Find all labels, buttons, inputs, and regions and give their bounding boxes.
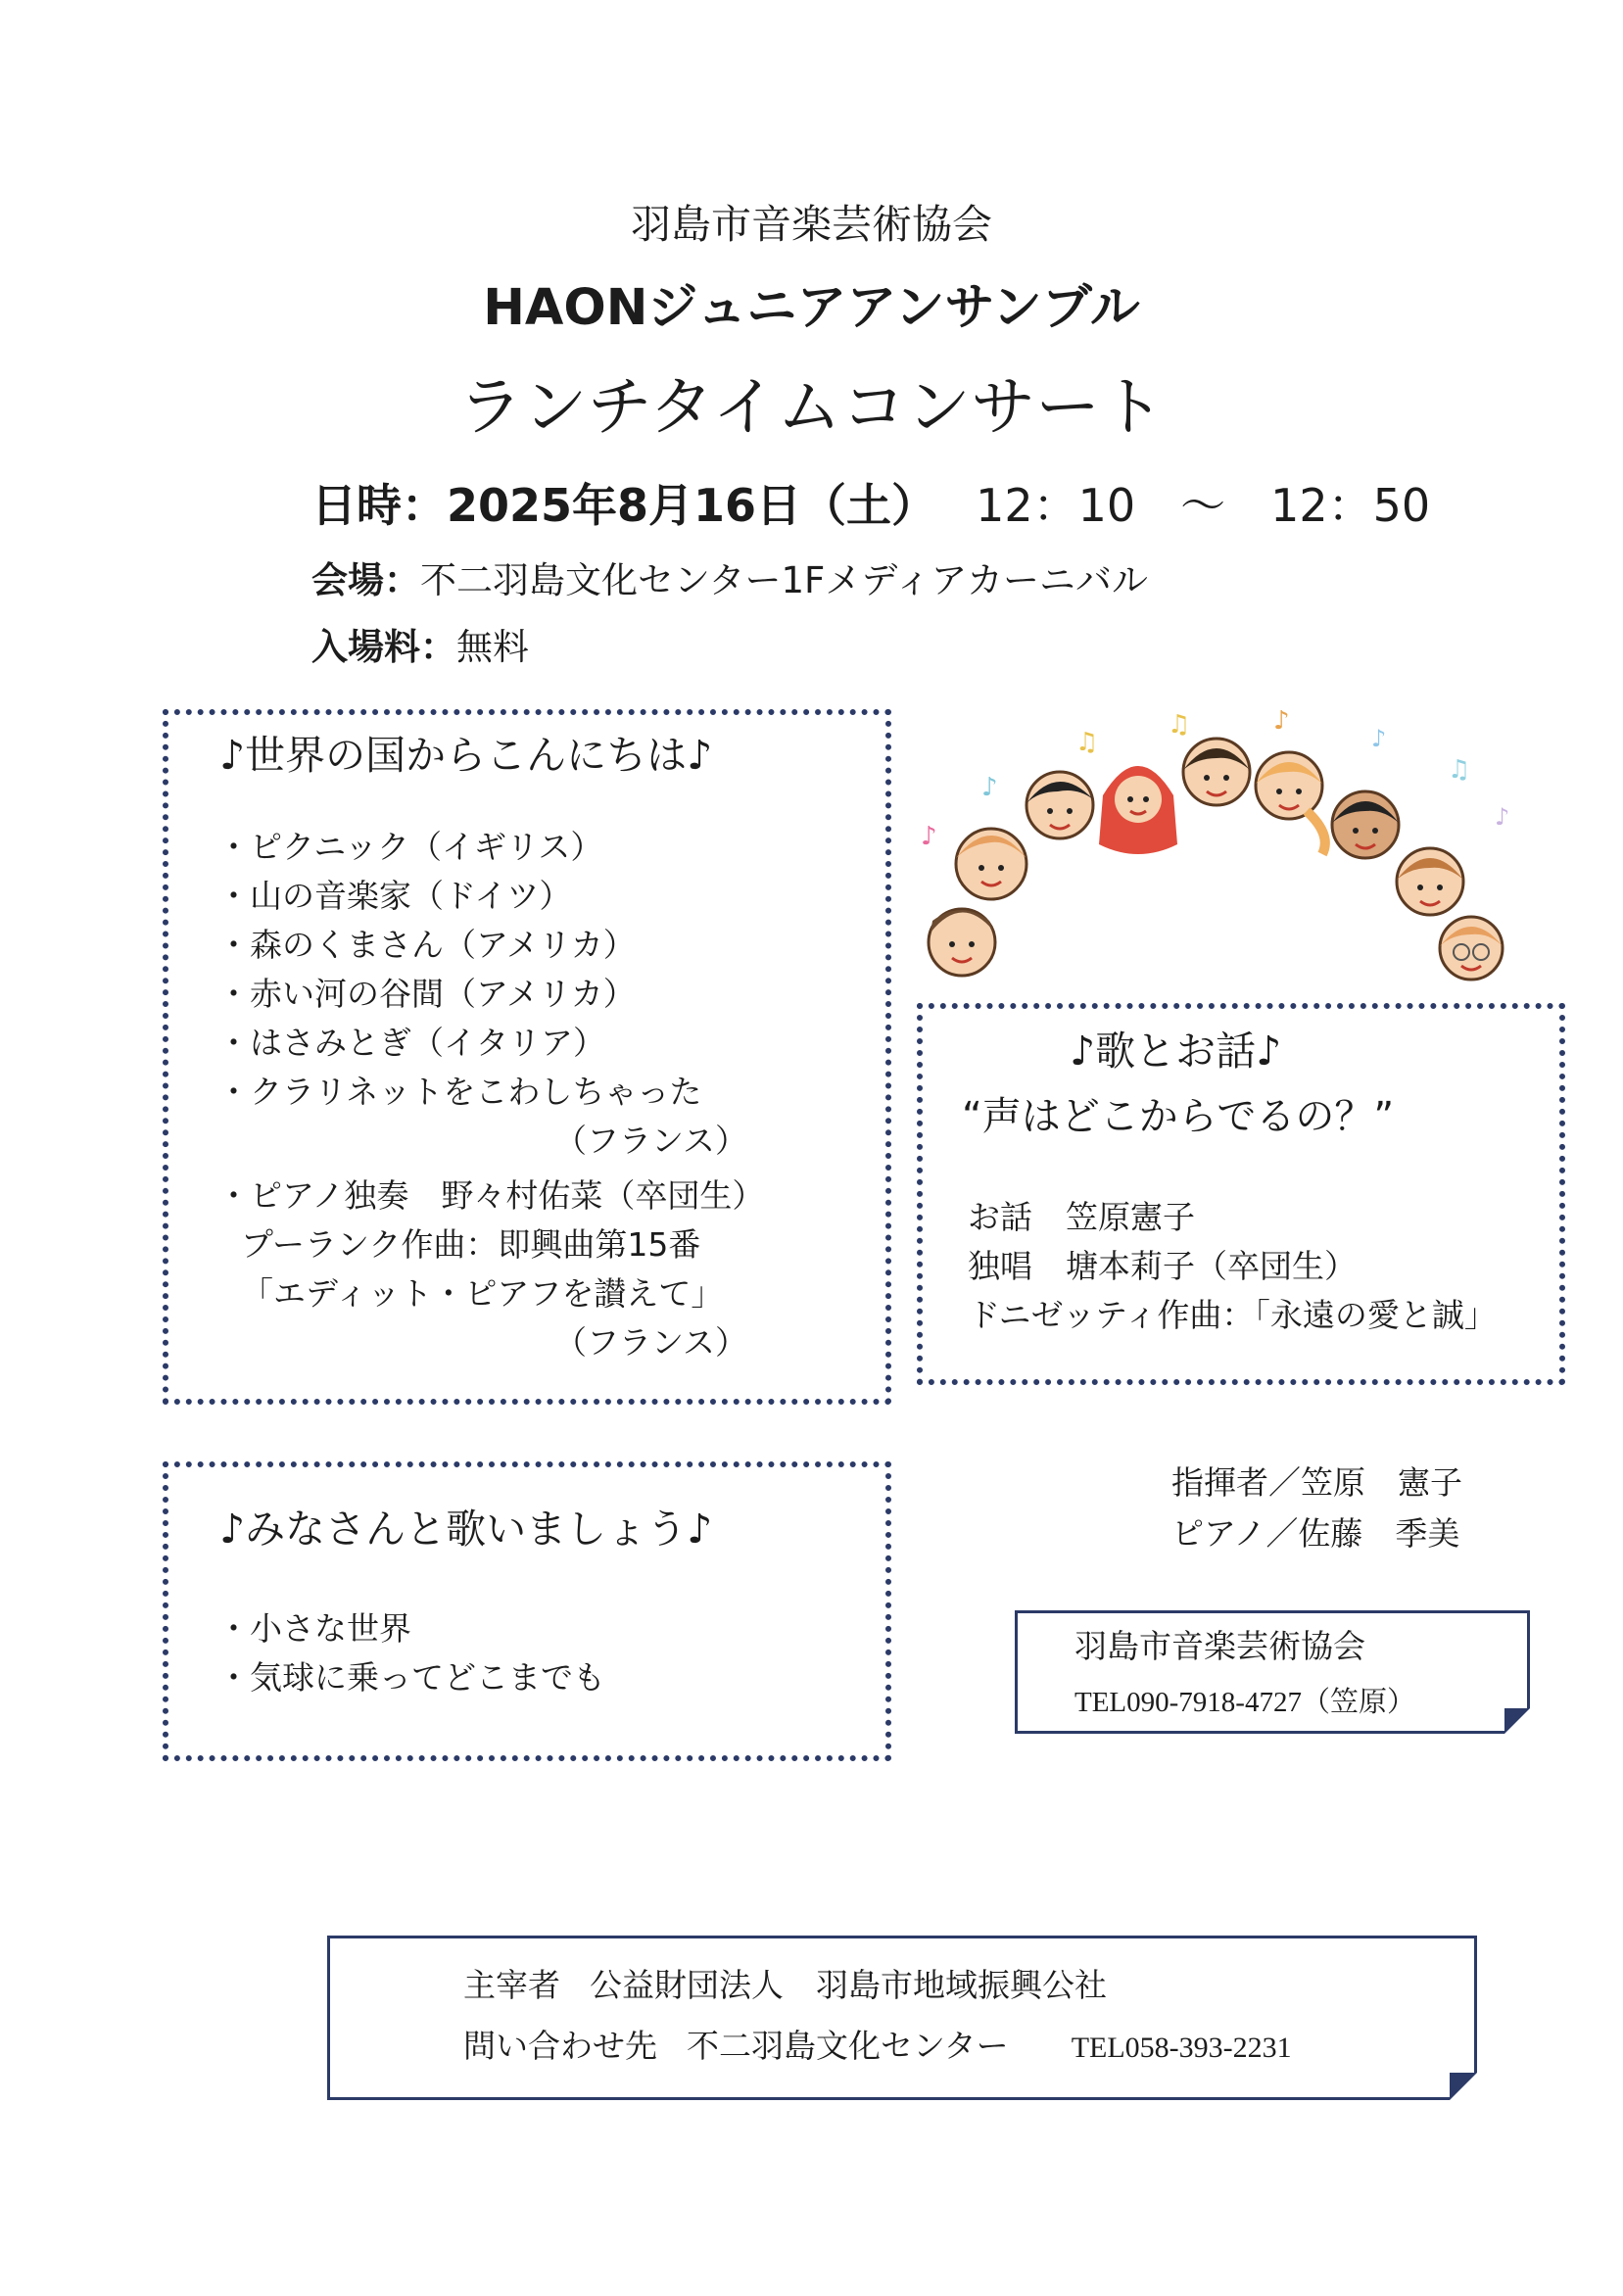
talk-question: “声はどこからでるの？”	[962, 1094, 1395, 1139]
time-value: 12：10 ～ 12：50	[976, 479, 1431, 532]
folded-corner-icon	[1450, 2073, 1477, 2100]
music-note-icon	[1168, 710, 1190, 740]
date-value: 2025年8月16日（土）	[447, 479, 937, 532]
talk-program-box	[917, 1003, 1565, 1385]
music-note-icon	[921, 822, 937, 851]
svg-text:♪: ♪	[921, 822, 937, 851]
list-item: ・はさみとぎ（イタリア）	[217, 1024, 605, 1062]
fee-label: 入場料：	[311, 626, 456, 668]
conductor-credit: 指揮者／笠原 憲子	[1171, 1463, 1462, 1502]
folded-corner-icon	[1504, 1708, 1530, 1734]
fee-line	[311, 617, 529, 670]
contact-box	[1015, 1610, 1530, 1734]
talk-line	[968, 1193, 1497, 1242]
fee-value: 無料	[456, 626, 529, 668]
inquiry-value: 不二羽島文化センター	[687, 2027, 1009, 2065]
svg-text:♫: ♫	[1075, 728, 1099, 757]
child-face-icon	[1332, 791, 1399, 858]
music-note-icon	[981, 773, 998, 802]
svg-text:♪: ♪	[981, 773, 998, 802]
svg-text:♪: ♪	[1371, 725, 1387, 752]
organization-name: 羽島市音楽芸術協会	[631, 201, 992, 248]
piano-solo-line: ・ピアノ独奏 野々村佑菜（卒団生）	[217, 1176, 765, 1215]
talk-name: 笠原憲子	[1066, 1198, 1195, 1236]
music-note-icon	[1495, 803, 1509, 831]
talk-section-title: ♪歌とお話♪	[1070, 1028, 1282, 1075]
inquiry-label: 問い合わせ先	[463, 2027, 657, 2065]
piano-composer-line: プーランク作曲：即興曲第15番	[241, 1225, 701, 1264]
child-face-icon	[929, 909, 995, 976]
inquiry-line	[463, 2021, 1292, 2067]
piano-piece-line: 「エディット・ピアフを讃えて」	[241, 1274, 724, 1313]
world-program-box	[163, 709, 891, 1405]
concert-title: ランチタイムコンサート	[457, 369, 1166, 445]
sponsor-box	[327, 1936, 1477, 2100]
talk-label: お話	[968, 1198, 1032, 1236]
child-face-icon	[1099, 766, 1177, 854]
list-item-country: （フランス）	[554, 1122, 748, 1160]
solo-label: 独唱	[968, 1247, 1032, 1285]
music-note-icon	[1273, 706, 1290, 736]
date-line	[311, 470, 1430, 535]
music-note-icon	[1448, 755, 1470, 785]
solo-line	[968, 1242, 1497, 1291]
solo-name: 塘本莉子（卒団生）	[1066, 1247, 1357, 1285]
child-face-icon	[1256, 752, 1325, 854]
singalong-list	[217, 1604, 605, 1702]
pianist-credit: ピアノ／佐藤 季美	[1171, 1514, 1460, 1553]
inquiry-tel: TEL058-393-2231	[1071, 2032, 1292, 2064]
contact-org: 羽島市音楽芸術協会	[1074, 1627, 1365, 1665]
list-item: ・気球に乗ってどこまでも	[217, 1658, 605, 1697]
world-section-title: ♪世界の国からこんにちは♪	[219, 732, 713, 779]
child-face-icon	[1440, 917, 1503, 980]
svg-text:♪: ♪	[1495, 803, 1510, 831]
list-item: ・クラリネットをこわしちゃった	[217, 1073, 702, 1111]
host-value: 公益財団法人 羽島市地域振興公社	[590, 1966, 1107, 2004]
talk-details	[968, 1193, 1497, 1340]
world-program-list	[217, 823, 764, 1367]
host-line	[463, 1960, 1107, 2006]
list-item: ・小さな世界	[217, 1609, 411, 1648]
svg-text:♪: ♪	[1273, 706, 1290, 736]
child-face-icon	[956, 829, 1026, 899]
svg-text:♫: ♫	[1168, 710, 1191, 740]
piano-country: （フランス）	[554, 1323, 748, 1362]
list-item: ・森のくまさん（アメリカ）	[217, 926, 636, 964]
child-face-icon	[1026, 772, 1093, 838]
child-face-icon	[1183, 739, 1250, 805]
singalong-section-title: ♪みなさんと歌いましょう♪	[219, 1506, 713, 1553]
list-item: ・赤い河の谷間（アメリカ）	[217, 975, 636, 1013]
venue-value: 不二羽島文化センター1Fメディアカーニバル	[420, 559, 1149, 601]
contact-tel: TEL090-7918-4727（笠原）	[1074, 1687, 1415, 1718]
music-note-icon	[1075, 728, 1098, 757]
ensemble-name: HAONジュニアアンサンブル	[483, 279, 1140, 337]
child-face-icon	[1397, 848, 1463, 915]
venue-line	[311, 550, 1148, 603]
music-note-icon	[1371, 725, 1386, 752]
venue-label: 会場：	[311, 559, 420, 601]
date-label: 日時：	[311, 479, 447, 532]
children-choir-illustration	[911, 697, 1538, 991]
list-item: ・ピクニック（イギリス）	[217, 828, 603, 866]
list-item: ・山の音楽家（ドイツ）	[217, 877, 572, 915]
singalong-box	[163, 1461, 891, 1761]
host-label: 主宰者	[463, 1966, 560, 2004]
svg-text:♫: ♫	[1448, 755, 1471, 785]
song-line: ドニゼッティ作曲：「永遠の愛と誠」	[968, 1296, 1497, 1334]
